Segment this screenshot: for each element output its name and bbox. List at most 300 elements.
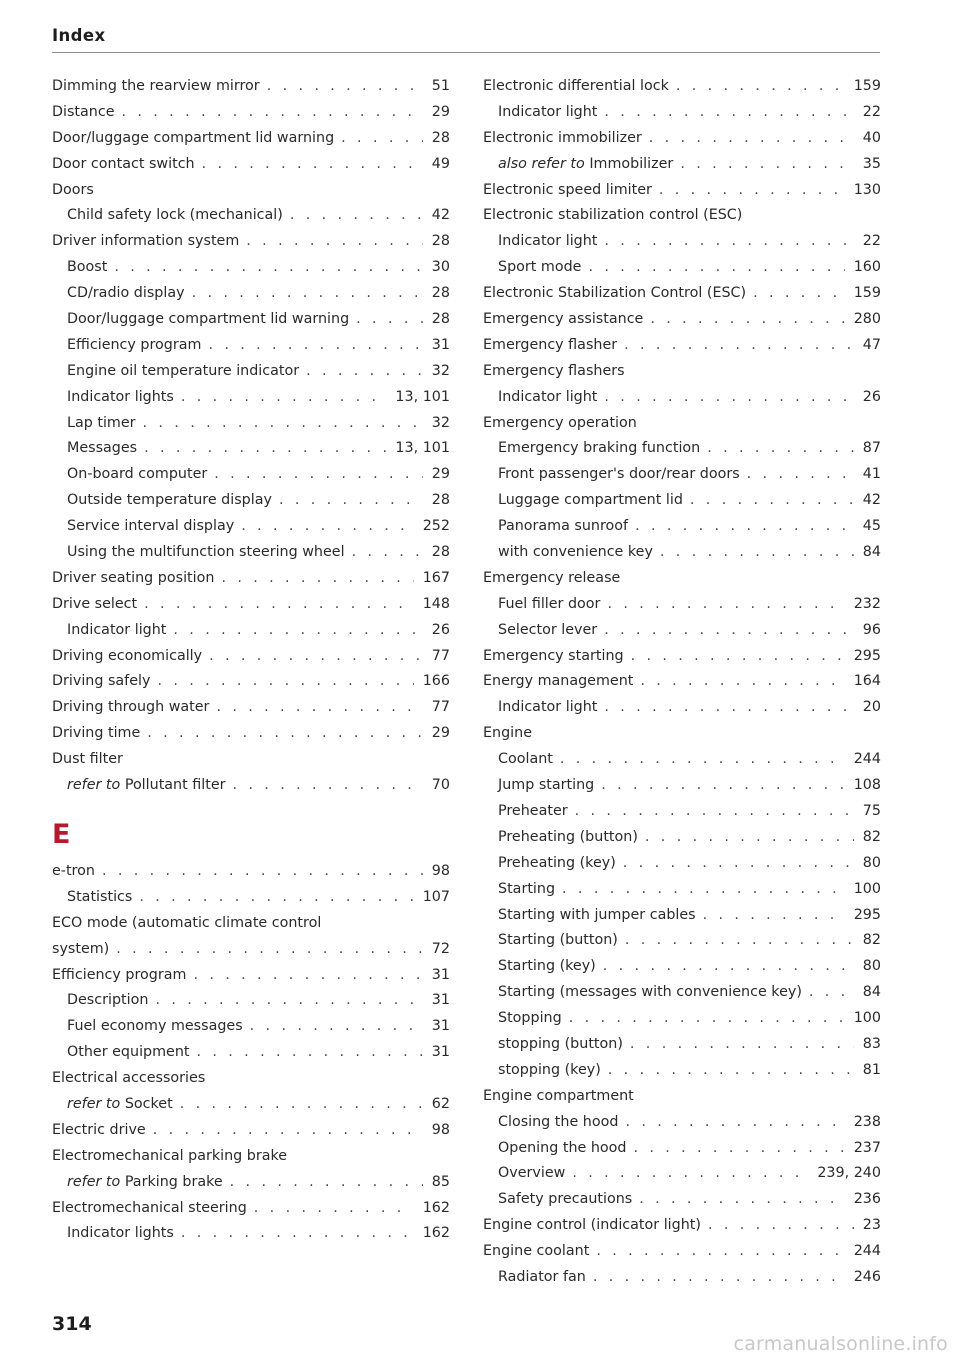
page-reference: 148 <box>422 595 450 612</box>
index-entry <box>52 1118 450 1144</box>
index-subentry <box>52 359 450 385</box>
index-subentry <box>52 488 450 514</box>
entry-label: Driver seating position <box>52 569 215 586</box>
index-entry <box>483 281 881 307</box>
page-reference: 28 <box>431 233 450 250</box>
dot-leader <box>569 1006 845 1032</box>
page-reference: 28 <box>431 544 450 561</box>
entry-label: Opening the hood <box>498 1139 627 1156</box>
entry-label: On-board computer <box>67 466 208 483</box>
dot-leader <box>216 695 422 721</box>
entry-label: Electronic stabilization control (ESC) <box>483 207 743 224</box>
index-subentry <box>52 618 450 644</box>
page-reference: 238 <box>853 1113 881 1130</box>
index-subentry <box>483 877 881 903</box>
entry-label: Driving safely <box>52 673 151 690</box>
dot-leader <box>624 333 854 359</box>
dot-leader <box>221 566 413 592</box>
index-subentry <box>483 954 881 980</box>
dot-leader <box>635 514 854 540</box>
index-entry <box>483 333 881 359</box>
page-reference: 13, 101 <box>395 440 450 457</box>
watermark: carmanualsonline.info <box>733 1333 948 1355</box>
dot-leader <box>560 747 845 773</box>
entry-label: stopping (key) <box>498 1061 601 1078</box>
dot-leader <box>660 540 854 566</box>
dot-leader <box>639 1187 844 1213</box>
index-entry <box>52 592 450 618</box>
dot-leader <box>640 669 844 695</box>
page-reference: 84 <box>862 544 881 561</box>
entry-label: Jump starting <box>498 777 595 794</box>
dot-leader <box>352 540 423 566</box>
entry-label: Preheating (button) <box>498 828 638 845</box>
page-reference: 31 <box>431 1018 450 1035</box>
index-subentry <box>52 333 450 359</box>
dot-leader <box>233 773 423 799</box>
cross-reference-target: Pollutant filter <box>124 777 226 794</box>
page-header <box>52 22 880 53</box>
entry-label: Starting (key) <box>498 958 596 975</box>
index-entry <box>52 911 450 937</box>
entry-label: CD/radio display <box>67 285 185 302</box>
entry-label: Closing the hood <box>498 1113 619 1130</box>
dot-leader <box>230 1170 423 1196</box>
dot-leader <box>155 988 422 1014</box>
entry-label: Engine coolant <box>483 1243 590 1260</box>
page-reference: 100 <box>853 1010 881 1027</box>
dot-leader <box>649 126 854 152</box>
page-reference: 26 <box>862 388 881 405</box>
entry-label: Electromechanical parking brake <box>52 1147 288 1164</box>
entry-label: Other equipment <box>67 1044 190 1061</box>
entry-label: Service interval display <box>67 518 235 535</box>
page-reference: 108 <box>853 777 881 794</box>
entry-label: Electric drive <box>52 1121 146 1138</box>
index-subentry <box>483 152 881 178</box>
page-reference: 80 <box>862 854 881 871</box>
entry-label: Selector lever <box>498 621 598 638</box>
dot-leader <box>173 618 422 644</box>
dot-leader <box>747 462 854 488</box>
dot-leader <box>246 229 423 255</box>
page-reference: 236 <box>853 1191 881 1208</box>
entry-label: Luggage compartment lid <box>498 492 683 509</box>
dot-leader <box>645 825 854 851</box>
entry-label: Engine compartment <box>483 1087 634 1104</box>
page-reference: 22 <box>862 233 881 250</box>
index-entry <box>52 100 450 126</box>
page-reference: 232 <box>853 595 881 612</box>
index-entry <box>52 644 450 670</box>
index-subentry <box>483 385 881 411</box>
page-reference: 20 <box>862 699 881 716</box>
index-column-left <box>52 74 450 1247</box>
page-reference: 40 <box>862 129 881 146</box>
page-reference: 30 <box>431 259 450 276</box>
page-reference: 70 <box>431 777 450 794</box>
dot-leader <box>562 877 845 903</box>
entry-label: Indicator light <box>498 388 598 405</box>
index-entry <box>52 747 450 773</box>
index-subentry <box>52 462 450 488</box>
entry-label: Outside temperature display <box>67 492 272 509</box>
index-subentry <box>483 773 881 799</box>
page-reference: 162 <box>422 1199 450 1216</box>
entry-label: Preheater <box>498 802 568 819</box>
index-entry <box>483 74 881 100</box>
entry-label: Lap timer <box>67 414 136 431</box>
index-subentry <box>52 436 450 462</box>
page-reference: 31 <box>431 336 450 353</box>
page-reference: 81 <box>862 1061 881 1078</box>
entry-label: Emergency flashers <box>483 362 625 379</box>
index-entry <box>52 178 450 204</box>
cross-reference-target: Parking brake <box>124 1173 223 1190</box>
dot-leader <box>341 126 423 152</box>
page-reference: 28 <box>431 492 450 509</box>
index-entry <box>483 1084 881 1110</box>
entry-label: Boost <box>67 259 108 276</box>
dot-leader <box>809 980 854 1006</box>
page-reference: 49 <box>431 155 450 172</box>
index-subentry <box>483 255 881 281</box>
entry-label <box>67 1092 173 1118</box>
dot-leader <box>708 1213 854 1239</box>
dot-leader <box>144 436 386 462</box>
entry-label: Panorama sunroof <box>498 518 629 535</box>
index-subentry <box>483 1265 881 1291</box>
page-reference: 237 <box>853 1139 881 1156</box>
index-entry <box>52 695 450 721</box>
entry-label: Sport mode <box>498 259 582 276</box>
index-subentry <box>483 592 881 618</box>
index-entry <box>52 566 450 592</box>
dot-leader <box>604 385 853 411</box>
entry-label: system) <box>52 940 110 957</box>
index-subentry <box>483 1161 881 1187</box>
index-entry <box>483 126 881 152</box>
dot-leader <box>102 859 423 885</box>
entry-label: Drive select <box>52 595 138 612</box>
entry-label: e-tron <box>52 862 95 879</box>
index-subentry <box>52 255 450 281</box>
entry-label: Messages <box>67 440 138 457</box>
dot-leader <box>623 851 854 877</box>
dot-leader <box>625 1110 844 1136</box>
page-reference: 98 <box>431 862 450 879</box>
page-reference: 87 <box>862 440 881 457</box>
page-reference: 45 <box>862 518 881 535</box>
dot-leader <box>630 1032 854 1058</box>
entry-label: Driver information system <box>52 233 240 250</box>
entry-label: ECO mode (automatic climate control <box>52 914 322 931</box>
dot-leader <box>707 436 854 462</box>
page-reference: 130 <box>853 181 881 198</box>
page-reference: 159 <box>853 78 881 94</box>
entry-label <box>67 773 226 799</box>
dot-leader <box>575 799 854 825</box>
dot-leader <box>181 1221 414 1247</box>
dot-leader <box>181 385 387 411</box>
index-entry <box>483 566 881 592</box>
entry-label: Description <box>67 992 149 1009</box>
index-entry <box>52 859 450 885</box>
page-reference: 82 <box>862 828 881 845</box>
index-subentry <box>52 514 450 540</box>
dot-leader <box>356 307 423 333</box>
index-entry <box>483 307 881 333</box>
index-subentry <box>483 1110 881 1136</box>
page-reference: 72 <box>431 940 450 957</box>
entry-label: Dust filter <box>52 751 123 768</box>
entry-label: Fuel filler door <box>498 595 601 612</box>
entry-label: Door contact switch <box>52 155 195 172</box>
entry-label: Starting with jumper cables <box>498 906 696 923</box>
page-reference: 80 <box>862 958 881 975</box>
entry-label: Engine control (indicator light) <box>483 1217 701 1234</box>
index-entry <box>52 74 450 100</box>
dot-leader <box>604 229 853 255</box>
index-subentry <box>483 851 881 877</box>
dot-leader <box>180 1092 423 1118</box>
index-entry <box>52 152 450 178</box>
page-reference: 31 <box>431 966 450 983</box>
index-column-right <box>483 74 881 1291</box>
page-reference: 244 <box>853 1243 881 1260</box>
index-subentry <box>52 281 450 307</box>
dot-leader <box>601 773 844 799</box>
index-entry <box>483 178 881 204</box>
index-entry <box>52 937 450 963</box>
entry-label: with convenience key <box>498 544 653 561</box>
cross-reference-prefix: also refer to <box>498 155 585 172</box>
index-entry <box>52 229 450 255</box>
index-subentry <box>52 1092 450 1118</box>
page-reference: 51 <box>431 78 450 94</box>
entry-label: Starting (messages with convenience key) <box>498 984 802 1001</box>
index-subentry <box>483 747 881 773</box>
dot-leader <box>122 100 423 126</box>
entry-label: Stopping <box>498 1010 562 1027</box>
dot-leader <box>650 307 844 333</box>
dot-leader <box>197 1040 423 1066</box>
entry-label: Emergency operation <box>483 414 637 431</box>
index-subentry <box>483 1187 881 1213</box>
page-reference: 28 <box>431 311 450 328</box>
index-entry <box>483 411 881 437</box>
dot-leader <box>607 592 844 618</box>
index-subentry <box>483 540 881 566</box>
entry-label <box>498 152 673 178</box>
page-reference: 85 <box>431 1173 450 1190</box>
entry-label: Electronic immobilizer <box>483 129 642 146</box>
index-entry <box>483 1213 881 1239</box>
entry-label: Indicator lights <box>67 1225 174 1242</box>
page-reference: 32 <box>431 414 450 431</box>
index-entry <box>483 721 881 747</box>
index-subentry <box>483 928 881 954</box>
entry-label: Electronic Stabilization Control (ESC) <box>483 285 747 302</box>
page-reference: 295 <box>853 906 881 923</box>
page-reference: 84 <box>862 984 881 1001</box>
entry-label: Statistics <box>67 888 133 905</box>
page-reference: 77 <box>431 699 450 716</box>
dot-leader <box>680 152 853 178</box>
index-subentry <box>483 980 881 1006</box>
dot-leader <box>290 203 423 229</box>
page-reference: 252 <box>422 518 450 535</box>
page-reference: 244 <box>853 751 881 768</box>
page-reference: 31 <box>431 992 450 1009</box>
page-reference: 246 <box>853 1268 881 1285</box>
dot-leader <box>306 359 423 385</box>
page-reference: 23 <box>862 1217 881 1234</box>
index-entry <box>483 203 881 229</box>
entry-label: Child safety lock (mechanical) <box>67 207 283 224</box>
dot-leader <box>604 100 853 126</box>
index-subentry <box>52 988 450 1014</box>
page-reference: 107 <box>422 888 450 905</box>
dot-leader <box>147 721 423 747</box>
index-subentry <box>483 100 881 126</box>
dot-leader <box>192 281 423 307</box>
index-letter-heading: E <box>52 818 71 850</box>
dot-leader <box>157 669 413 695</box>
entry-label: Driving economically <box>52 647 203 664</box>
entry-label: Indicator light <box>498 233 598 250</box>
index-subentry <box>483 488 881 514</box>
page-reference: 29 <box>431 466 450 483</box>
cross-reference-prefix: refer to <box>67 1173 121 1190</box>
index-entry <box>52 1066 450 1092</box>
dot-leader <box>250 1014 423 1040</box>
entry-label: Starting <box>498 880 556 897</box>
index-subentry <box>52 203 450 229</box>
index-subentry <box>483 618 881 644</box>
entry-label: stopping (button) <box>498 1035 623 1052</box>
index-subentry <box>52 540 450 566</box>
entry-label: Overview <box>498 1165 566 1182</box>
dot-leader <box>114 255 422 281</box>
entry-label: Indicator lights <box>67 388 174 405</box>
entry-label: Emergency braking function <box>498 440 701 457</box>
page-reference: 83 <box>862 1035 881 1052</box>
entry-label: Dimming the rearview mirror <box>52 78 260 94</box>
entry-label: Starting (button) <box>498 932 618 949</box>
dot-leader <box>593 1265 845 1291</box>
dot-leader <box>116 937 423 963</box>
cross-reference-target: Immobilizer <box>589 155 674 172</box>
entry-label: Efficiency program <box>52 966 187 983</box>
page-reference: 13, 101 <box>395 388 450 405</box>
entry-label: Engine <box>483 725 532 742</box>
page-reference: 295 <box>853 647 881 664</box>
index-subentry <box>483 1058 881 1084</box>
index-subentry <box>483 799 881 825</box>
index-subentry <box>52 1040 450 1066</box>
index-subentry <box>52 1221 450 1247</box>
entry-label: Doors <box>52 181 94 198</box>
index-subentry <box>483 695 881 721</box>
dot-leader <box>139 885 413 911</box>
dot-leader <box>193 963 422 989</box>
index-entry <box>52 126 450 152</box>
page-reference: 280 <box>853 311 881 328</box>
index-subentry <box>483 903 881 929</box>
entry-label: Emergency starting <box>483 647 624 664</box>
entry-label: Electrical accessories <box>52 1070 206 1087</box>
dot-leader <box>241 514 414 540</box>
dot-leader <box>608 1058 854 1084</box>
index-subentry <box>483 1006 881 1032</box>
page-reference: 77 <box>431 647 450 664</box>
dot-leader <box>753 281 845 307</box>
index-entry <box>483 669 881 695</box>
dot-leader <box>572 1161 808 1187</box>
entry-label: Energy management <box>483 673 634 690</box>
entry-label: Emergency release <box>483 569 621 586</box>
entry-label: Emergency flasher <box>483 336 618 353</box>
page-reference: 100 <box>853 880 881 897</box>
entry-label: Driving time <box>52 725 141 742</box>
page-reference: 98 <box>431 1121 450 1138</box>
index-subentry <box>52 1014 450 1040</box>
page-reference: 26 <box>431 621 450 638</box>
dot-leader <box>202 152 423 178</box>
page-reference: 42 <box>431 207 450 224</box>
page-reference: 29 <box>431 725 450 742</box>
entry-label: Electronic differential lock <box>483 78 669 94</box>
page-reference: 166 <box>422 673 450 690</box>
page-title: Index <box>52 26 106 45</box>
dot-leader <box>604 618 854 644</box>
index-entry <box>52 1144 450 1170</box>
entry-label: Distance <box>52 103 115 120</box>
entry-label: Coolant <box>498 751 553 768</box>
index-entry <box>483 1239 881 1265</box>
page-reference: 42 <box>862 492 881 509</box>
index-subentry <box>483 825 881 851</box>
dot-leader <box>214 462 423 488</box>
page-reference: 239, 240 <box>817 1165 881 1182</box>
page-reference: 47 <box>862 336 881 353</box>
page-reference: 167 <box>422 569 450 586</box>
index-subentry <box>52 411 450 437</box>
index-subentry <box>52 773 450 799</box>
entry-label: Indicator light <box>498 103 598 120</box>
dot-leader <box>279 488 423 514</box>
index-subentry <box>483 514 881 540</box>
cross-reference-target: Socket <box>124 1095 173 1112</box>
dot-leader <box>690 488 854 514</box>
dot-leader <box>596 1239 844 1265</box>
dot-leader <box>267 74 423 100</box>
dot-leader <box>254 1196 414 1222</box>
entry-label: Emergency assistance <box>483 311 644 328</box>
dot-leader <box>144 592 414 618</box>
dot-leader <box>603 954 854 980</box>
page-reference: 164 <box>853 673 881 690</box>
index-entry <box>483 359 881 385</box>
page-reference: 28 <box>431 285 450 302</box>
dot-leader <box>604 695 853 721</box>
entry-label: Indicator light <box>67 621 167 638</box>
dot-leader <box>625 928 854 954</box>
index-subentry <box>52 885 450 911</box>
cross-reference-prefix: refer to <box>67 777 121 794</box>
entry-label: Using the multifunction steering wheel <box>67 544 345 561</box>
